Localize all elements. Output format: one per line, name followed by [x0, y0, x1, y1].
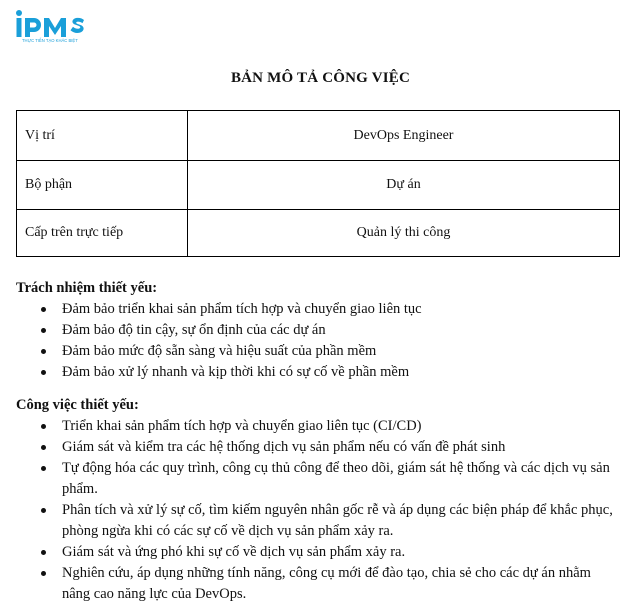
- list-item: Triển khai sản phẩm tích hợp và chuyển giao liên tục (CI/CD): [16, 416, 626, 437]
- list-item: Đảm bảo mức độ sẵn sàng và hiệu suất của phần mềm: [16, 341, 626, 362]
- bullet-icon: [41, 571, 46, 576]
- page-title: BẢN MÔ TẢ CÔNG VIỆC: [230, 70, 411, 86]
- list-item: Nghiên cứu, áp dụng những tính năng, công cụ mới để đào tạo, chia sẻ cho các dự án nhằm nâng cao năng lực của DevOps.: [16, 563, 626, 605]
- list-item: Đảm bảo độ tin cậy, sự ổn định của các dự án: [16, 320, 626, 341]
- list-item: Đảm bảo triển khai sản phẩm tích hợp và chuyển giao liên tục: [16, 299, 626, 320]
- tasks-section: [16, 395, 626, 605]
- list-item: Giám sát và kiểm tra các hệ thống dịch vụ sản phẩm nếu có vấn đề phát sinh: [16, 437, 626, 458]
- responsibilities-list: [16, 299, 626, 383]
- job-info-table: [16, 110, 620, 257]
- department-label: Bộ phận: [17, 161, 188, 210]
- bullet-icon: [41, 508, 46, 513]
- supervisor-label: Cấp trên trực tiếp: [17, 210, 188, 257]
- bullet-icon: [41, 424, 46, 429]
- list-item: Giám sát và ứng phó khi sự cố về dịch vụ sản phẩm xảy ra.: [16, 542, 626, 563]
- bullet-icon: [41, 445, 46, 450]
- table-row: [17, 111, 620, 161]
- table-row: [17, 210, 620, 257]
- list-item: Phân tích và xử lý sự cố, tìm kiếm nguyên nhân gốc rễ và áp dụng các biện pháp để khắc phục, phòng ngừa khi có các sự cố về dịch vụ sản phẩm xảy ra.: [16, 500, 626, 542]
- bullet-icon: [41, 328, 46, 333]
- table-row: [17, 161, 620, 210]
- tasks-list: [16, 416, 626, 605]
- supervisor-value: Quản lý thi công: [188, 210, 620, 257]
- logo-tagline: THỰC TIỄN TẠO KHÁC BIỆT: [22, 38, 78, 43]
- responsibilities-heading: Trách nhiệm thiết yếu:: [16, 280, 158, 296]
- department-value: Dự án: [188, 161, 620, 210]
- bullet-icon: [41, 550, 46, 555]
- bullet-icon: [41, 466, 46, 471]
- list-item: Đảm bảo xử lý nhanh và kịp thời khi có sự cố về phần mềm: [16, 362, 626, 383]
- bullet-icon: [41, 370, 46, 375]
- bullet-icon: [41, 349, 46, 354]
- responsibilities-section: [16, 278, 626, 383]
- position-label: Vị trí: [17, 111, 188, 161]
- tasks-heading: Công việc thiết yếu:: [16, 397, 139, 413]
- company-logo: [14, 9, 104, 43]
- ipms-logo-icon: [14, 9, 104, 43]
- position-value: DevOps Engineer: [188, 111, 620, 161]
- list-item: Tự động hóa các quy trình, công cụ thủ công để theo dõi, giám sát hệ thống và các dịch vụ sản phẩm.: [16, 458, 626, 500]
- bullet-icon: [41, 307, 46, 312]
